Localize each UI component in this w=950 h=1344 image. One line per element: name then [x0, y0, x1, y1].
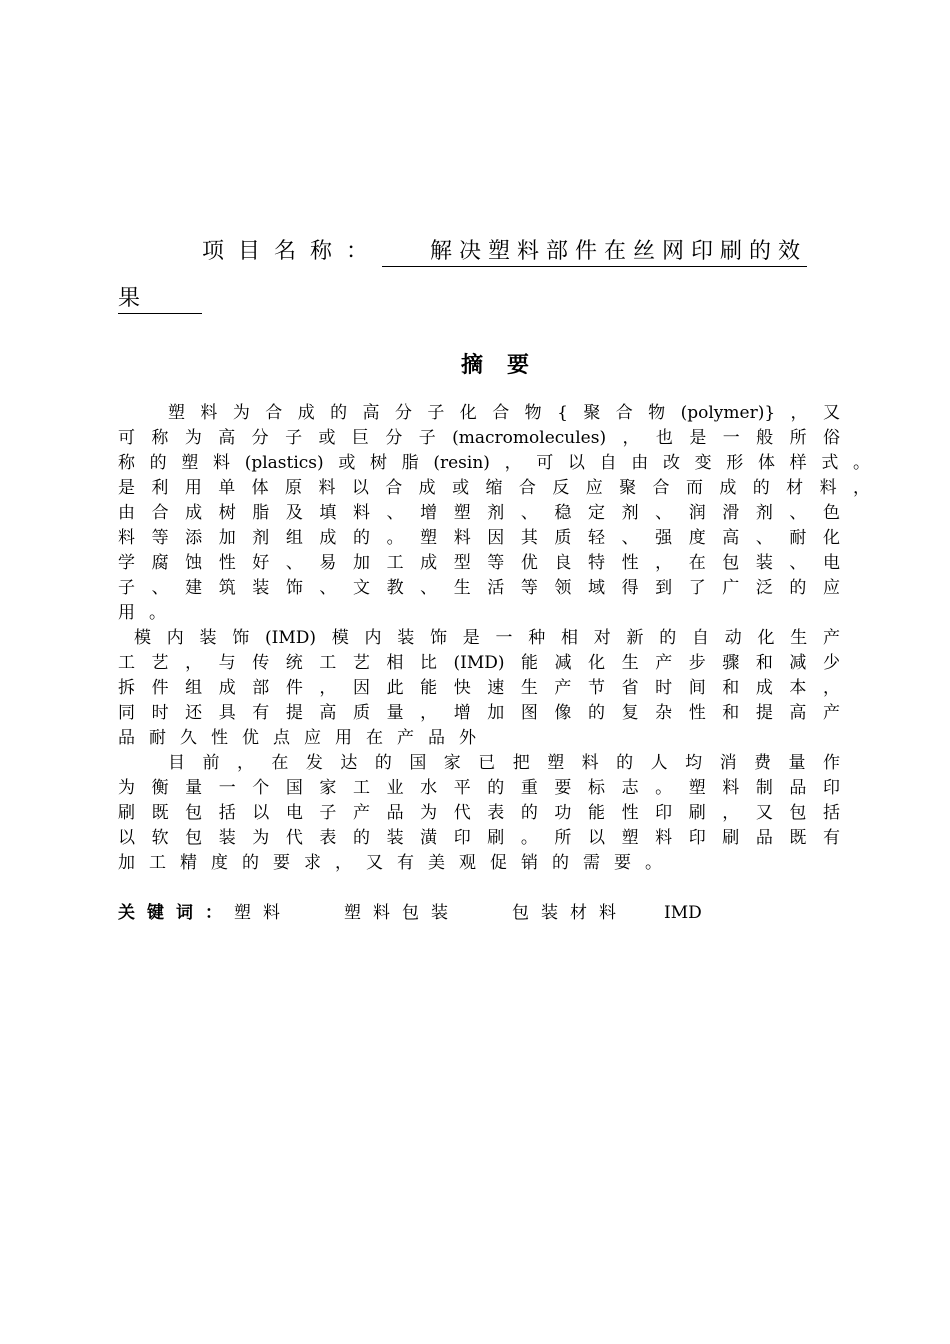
project-name-part1: 解决塑料部件在丝网印刷的效 — [382, 238, 807, 267]
abstract-line: 以软包装为代表的装潢印刷。所以塑料印刷品既有 — [118, 828, 840, 848]
keywords-line — [118, 901, 702, 926]
keyword-item: 包装材料 — [512, 903, 628, 923]
abstract-line: 可称为高分子或巨分子(macromolecules)，也是一般所俗 — [118, 428, 840, 448]
keywords-label: 关键词： — [118, 903, 234, 923]
abstract-line: 料等添加剂组成的。塑料因其质轻、强度高、耐化 — [118, 528, 840, 548]
keyword-item: 塑料包装 — [344, 903, 460, 923]
project-title-line-1 — [202, 234, 807, 267]
abstract-line: 加工精度的要求，又有美观促销的需要。 — [118, 853, 676, 873]
abstract-heading: 摘要 — [460, 352, 553, 378]
abstract-line: 称的塑料(plastics)或树脂(resin)，可以自由改变形体样式。 — [118, 453, 870, 473]
abstract-line: 为衡量一个国家工业水平的重要标志。塑料制品印 — [118, 778, 840, 798]
abstract-line: 目前，在发达的国家已把塑料的人均消费量作 — [168, 753, 840, 773]
project-name-part2: 果 — [118, 285, 202, 314]
abstract-line: 拆件组成部件，因此能快速生产节省时间和成本， — [118, 678, 840, 698]
abstract-line: 学腐蚀性好、易加工成型等优良特性，在包装、电 — [118, 553, 840, 573]
abstract-line: 品耐久性优点应用在产品外 — [118, 728, 490, 748]
project-title-line-2 — [118, 285, 202, 314]
abstract-line: 用。 — [118, 603, 180, 623]
abstract-line: 模内装饰(IMD)模内装饰是一种相对新的自动化生产 — [134, 628, 840, 648]
abstract-line: 由合成树脂及填料、增塑剂、稳定剂、润滑剂、色 — [118, 503, 840, 523]
abstract-line: 同时还具有提高质量，增加图像的复杂性和提高产 — [118, 703, 840, 723]
project-label: 项目名称： — [202, 239, 383, 264]
abstract-line: 塑料为合成的高分子化合物{聚合物(polymer)}，又 — [168, 403, 840, 423]
abstract-line: 刷既包括以电子产品为代表的功能性印刷，又包括 — [118, 803, 840, 823]
abstract-line: 是利用单体原料以合成或缩合反应聚合而成的材料， — [118, 478, 870, 498]
keyword-item: IMD — [664, 903, 702, 923]
keyword-item: 塑料 — [234, 903, 292, 923]
abstract-line: 子、建筑装饰、文教、生活等领域得到了广泛的应 — [118, 578, 840, 598]
abstract-line: 工艺，与传统工艺相比(IMD)能减化生产步骤和减少 — [118, 653, 840, 673]
